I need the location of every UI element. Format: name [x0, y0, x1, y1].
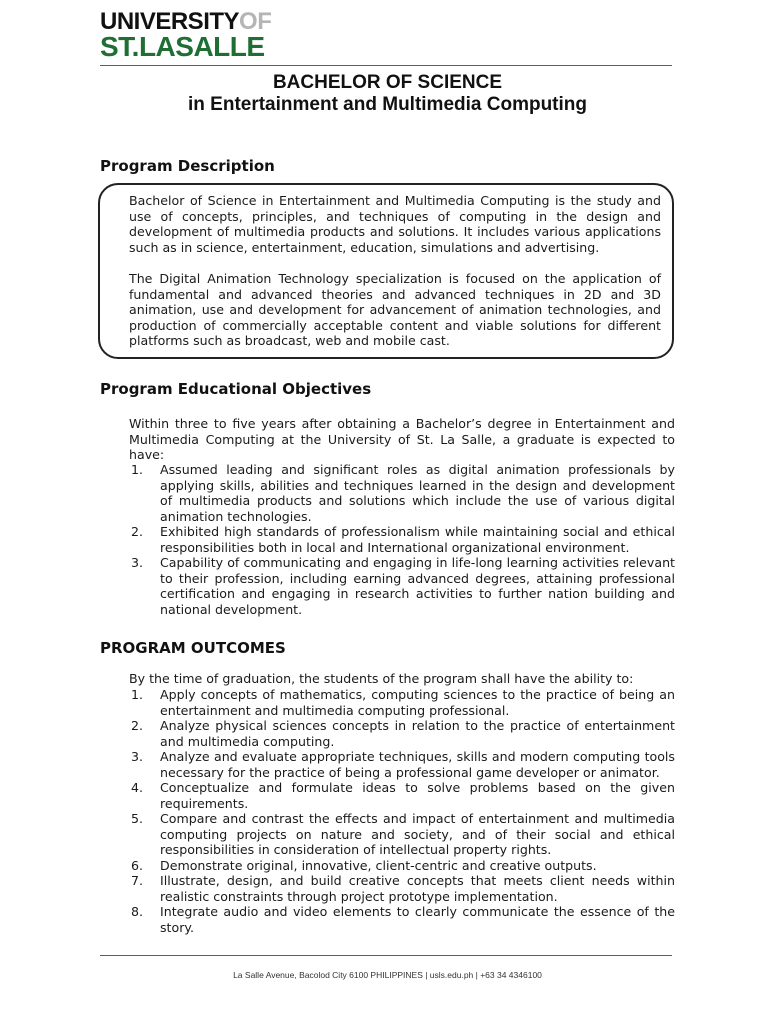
logo-university: UNIVERSITY	[100, 8, 240, 35]
list-item	[129, 718, 675, 749]
item-text: Analyze physical sciences concepts in relation to the practice of entertainment and multimedia computing.	[160, 718, 675, 749]
item-number: 3.	[131, 555, 144, 570]
header-divider	[100, 65, 672, 66]
item-number: 2.	[131, 718, 144, 733]
description-paragraph-2: The Digital Animation Technology specialization is focused on the application of fundamental and advanced theories and advanced techniques in 2D and 3D animation, use and development for advancement of animation technologies, and production of commercially acceptable content and viable solutions for different platforms such as broadcast, web and mobile cast.	[129, 271, 661, 348]
list-item	[129, 780, 675, 811]
item-text: Integrate audio and video elements to clearly communicate the essence of the story.	[160, 904, 675, 935]
list-item	[129, 687, 675, 718]
item-text: Apply concepts of mathematics, computing sciences to the practice of being an entertainment and multimedia computing professional.	[160, 687, 675, 718]
page-title	[100, 72, 675, 116]
item-number: 2.	[131, 524, 144, 539]
objectives-list	[129, 462, 675, 617]
outcomes-heading: PROGRAM OUTCOMES	[100, 639, 286, 657]
item-number: 5.	[131, 811, 144, 826]
item-number: 1.	[131, 687, 144, 702]
footer-address: La Salle Avenue, Bacolod City 6100 PHILIPPINES | usls.edu.ph | +63 34 4346100	[233, 970, 542, 980]
item-text: Compare and contrast the effects and impact of entertainment and multimedia computing projects on nature and society, and of their social and ethical responsibilities in consideration of intellectual property rights.	[160, 811, 675, 857]
item-number: 1.	[131, 462, 144, 477]
list-item	[129, 858, 675, 874]
item-text: Conceptualize and formulate ideas to solve problems based on the given requirements.	[160, 780, 675, 811]
item-text: Assumed leading and significant roles as digital animation professionals by applying skills, abilities and techniques learned in the design and development of multimedia products and solutions which include the use of various digital animation technologies.	[160, 462, 675, 524]
list-item	[129, 749, 675, 780]
footer-divider	[100, 955, 672, 956]
outcomes-list	[129, 687, 675, 935]
logo-of: OF	[239, 8, 272, 35]
item-text: Illustrate, design, and build creative concepts that meets client needs within realistic constraints through project prototype implementation.	[160, 873, 675, 904]
title-line-1: BACHELOR OF SCIENCE	[272, 72, 503, 93]
item-text: Demonstrate original, innovative, client-centric and creative outputs.	[160, 857, 597, 873]
objectives-intro: Within three to five years after obtaining a Bachelor’s degree in Entertainment and Multimedia Computing at the University of St. La Salle, a graduate is expected to have:	[129, 416, 675, 462]
list-item	[129, 873, 675, 904]
title-line-2: in Entertainment and Multimedia Computing	[188, 94, 587, 115]
list-item	[129, 811, 675, 858]
objectives-heading: Program Educational Objectives	[100, 380, 372, 398]
description-paragraph-1: Bachelor of Science in Entertainment and Multimedia Computing is the study and use of concepts, principles, and techniques of computing in the design and development of multimedia products and solutions. It includes various applications such as in science, entertainment, education, simulations and advertising.	[129, 193, 661, 255]
university-logo	[100, 10, 271, 61]
item-number: 4.	[131, 780, 144, 795]
item-number: 6.	[131, 857, 144, 873]
logo-st-lasalle: ST.LASALLE	[100, 31, 265, 62]
list-item	[129, 462, 675, 524]
list-item	[129, 904, 675, 935]
list-item	[129, 524, 675, 555]
item-text: Exhibited high standards of professionalism while maintaining social and ethical responsibilities both in local and International organizational environment.	[160, 524, 675, 555]
list-item	[129, 555, 675, 617]
item-text: Analyze and evaluate appropriate techniques, skills and modern computing tools necessary for the practice of being a professional game developer or animator.	[160, 749, 675, 780]
item-number: 8.	[131, 904, 144, 919]
item-number: 7.	[131, 873, 144, 888]
outcomes-intro: By the time of graduation, the students of the program shall have the ability to:	[129, 671, 634, 686]
item-text: Capability of communicating and engaging in life-long learning activities relevant to their profession, including earning advanced degrees, attaining professional certification and engaging in research activities to further nation building and national development.	[160, 555, 675, 617]
item-number: 3.	[131, 749, 144, 764]
program-description-heading: Program Description	[100, 157, 275, 175]
